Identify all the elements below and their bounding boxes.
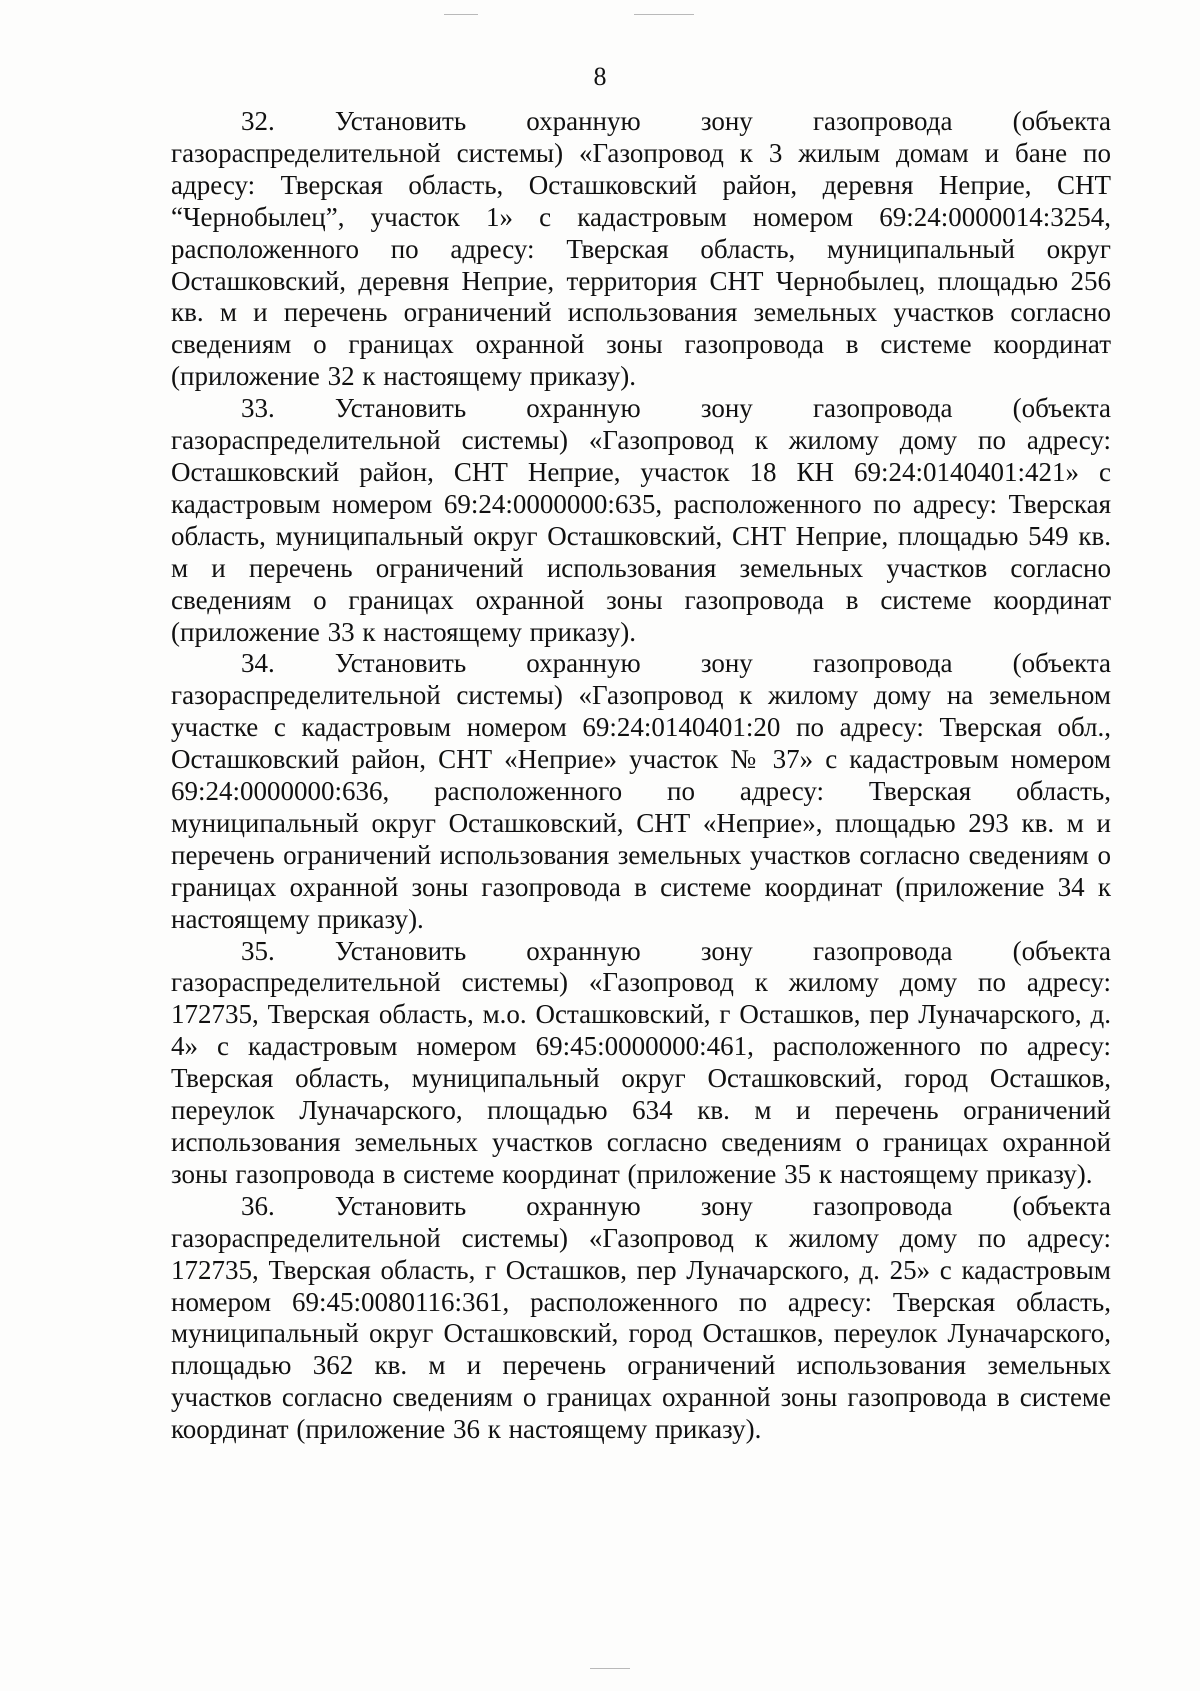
paragraph-32: 32. Установить охранную зону газопровода (объекта газораспределительной системы) «Газопровод к 3 жилым домам и бане по адресу: Тверская область, Осташковский район, деревня Неприе, СНТ “Чернобылец”, участок 1» с кадастровым номером 69:24:0000014:3254, расположенного по адресу: Тверская область, муниципальный округ Осташковский, деревня Неприе, территория СНТ Чернобылец, площадью 256 кв. м и перечень ограничений использования земельных участков согласно сведениям о границах охранной зоны газопровода в системе координат (приложение 32 к настоящему приказу). [171,106,1111,392]
paragraph-35: 35. Установить охранную зону газопровода (объекта газораспределительной системы) «Газопровод к жилому дому по адресу: 172735, Тверская область, м.о. Осташковский, г Осташков, пер Луначарского, д. 4» с кадастровым номером 69:45:0000000:461, расположенного по адресу: Тверская область, муниципальный округ Осташковский, город Осташков, переулок Луначарского, площадью 634 кв. м и перечень ограничений использования земельных участков согласно сведениям о границах охранной зоны газопровода в системе координат (приложение 35 к настоящему приказу). [171,935,1111,1189]
page-number: 8 [593,62,607,91]
paragraph-34: 34. Установить охранную зону газопровода (объекта газораспределительной системы) «Газопровод к жилому дому на земельном участке с кадастровым номером 69:24:0140401:20 по адресу: Тверская обл., Осташковский район, СНТ «Неприе» участок № 37» с кадастровым номером 69:24:0000000:636, расположенного по адресу: Тверская область, муниципальный округ Осташковский, СНТ «Неприе», площадью 293 кв. м и перечень ограничений использования земельных участков согласно сведениям о границах охранной зоны газопровода в системе координат (приложение 34 к настоящему приказу). [171,648,1111,934]
paragraph-36: 36. Установить охранную зону газопровода (объекта газораспределительной системы) «Газопровод к жилому дому по адресу: 172735, Тверская область, г Осташков, пер Луначарского, д. 25» с кадастровым номером 69:45:0080116:361, расположенного по адресу: Тверская область, муниципальный округ Осташковский, город Осташков, переулок Луначарского, площадью 362 кв. м и перечень ограничений использования земельных участков согласно сведениям о границах охранной зоны газопровода в системе координат (приложение 36 к настоящему приказу). [171,1190,1111,1445]
document-body [171,106,1111,1446]
paragraph-33: 33. Установить охранную зону газопровода (объекта газораспределительной системы) «Газопровод к жилому дому по адресу: Осташковский район, СНТ Неприе, участок 18 КН 69:24:0140401:421» с кадастровым номером 69:24:0000000:635, расположенного по адресу: Тверская область, муниципальный округ Осташковский, СНТ Неприе, площадью 549 кв. м и перечень ограничений использования земельных участков согласно сведениям о границах охранной зоны газопровода в системе координат (приложение 33 к настоящему приказу). [171,393,1111,647]
scan-artifact [634,14,694,15]
scan-artifact [444,14,478,15]
scan-artifact [590,1668,630,1669]
